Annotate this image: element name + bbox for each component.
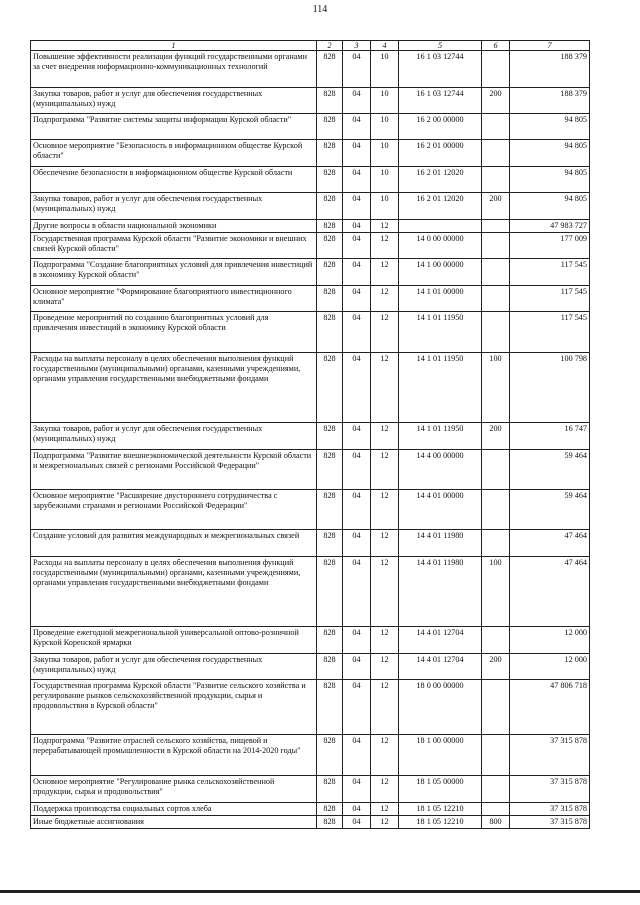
pr-code-cell: 12	[371, 259, 399, 286]
rz-code-cell: 04	[343, 803, 371, 816]
table-row	[31, 680, 590, 735]
item-name-cell: Создание условий для развития международных и межрегиональных связей	[31, 530, 317, 557]
rz-code-cell: 04	[343, 557, 371, 627]
csr-code-cell: 16 1 03 12744	[399, 88, 482, 114]
amount-cell: 47 464	[510, 530, 590, 557]
rz-code-cell: 04	[343, 114, 371, 140]
vr-code-cell	[482, 114, 510, 140]
csr-code-cell: 14 0 00 00000	[399, 233, 482, 259]
rz-code-cell: 04	[343, 193, 371, 220]
rz-code-cell: 04	[343, 654, 371, 680]
vr-code-cell	[482, 735, 510, 776]
csr-code-cell: 16 2 00 00000	[399, 114, 482, 140]
bottom-rule	[0, 890, 640, 893]
table-row	[31, 816, 590, 829]
item-name-cell: Подпрограмма "Создание благоприятных условий для привлечения инвестиций в экономику Курской области"	[31, 259, 317, 286]
table-row	[31, 735, 590, 776]
vr-code-cell: 200	[482, 193, 510, 220]
rz-code-cell: 04	[343, 286, 371, 312]
table-row	[31, 353, 590, 423]
rz-code-cell: 04	[343, 423, 371, 450]
pr-code-cell: 12	[371, 233, 399, 259]
rz-code-cell: 04	[343, 312, 371, 353]
rz-code-cell: 04	[343, 530, 371, 557]
amount-cell: 12 000	[510, 627, 590, 654]
vr-code-cell	[482, 220, 510, 233]
rz-code-cell: 04	[343, 680, 371, 735]
rz-code-cell: 04	[343, 776, 371, 803]
item-name-cell: Закупка товаров, работ и услуг для обеспечения государственных (муниципальных) нужд	[31, 654, 317, 680]
header-cell: 6	[482, 41, 510, 51]
pr-code-cell: 12	[371, 450, 399, 490]
gr-code-cell: 828	[317, 286, 343, 312]
item-name-cell: Повышение эффективности реализации функций государственными органами за счет внедрения информационно-коммуникационных технологий	[31, 51, 317, 88]
item-name-cell: Расходы на выплаты персоналу в целях обеспечения выполнения функций государственными (муниципальными) органами, казенными учреждениями, органами управления государственными внебюджетными фондами	[31, 557, 317, 627]
amount-cell: 37 315 878	[510, 816, 590, 829]
amount-cell: 47 464	[510, 557, 590, 627]
gr-code-cell: 828	[317, 114, 343, 140]
csr-code-cell: 14 4 00 00000	[399, 450, 482, 490]
rz-code-cell: 04	[343, 51, 371, 88]
amount-cell: 188 379	[510, 51, 590, 88]
gr-code-cell: 828	[317, 735, 343, 776]
vr-code-cell: 200	[482, 88, 510, 114]
item-name-cell: Закупка товаров, работ и услуг для обеспечения государственных (муниципальных) нужд	[31, 423, 317, 450]
pr-code-cell: 12	[371, 220, 399, 233]
table-row	[31, 193, 590, 220]
header-cell: 5	[399, 41, 482, 51]
gr-code-cell: 828	[317, 654, 343, 680]
item-name-cell: Основное мероприятие "Расширение двустороннего сотрудничества с зарубежными странами и регионами Российской Федерации"	[31, 490, 317, 530]
header-cell: 2	[317, 41, 343, 51]
pr-code-cell: 10	[371, 114, 399, 140]
amount-cell: 188 379	[510, 88, 590, 114]
rz-code-cell: 04	[343, 220, 371, 233]
table-row	[31, 312, 590, 353]
item-name-cell: Поддержка производства социальных сортов хлеба	[31, 803, 317, 816]
rz-code-cell: 04	[343, 450, 371, 490]
header-cell: 3	[343, 41, 371, 51]
amount-cell: 16 747	[510, 423, 590, 450]
amount-cell: 94 805	[510, 114, 590, 140]
csr-code-cell: 14 1 01 00000	[399, 286, 482, 312]
gr-code-cell: 828	[317, 680, 343, 735]
amount-cell: 100 798	[510, 353, 590, 423]
header-cell: 4	[371, 41, 399, 51]
amount-cell: 94 805	[510, 193, 590, 220]
item-name-cell: Подпрограмма "Развитие системы защиты информации Курской области"	[31, 114, 317, 140]
csr-code-cell	[399, 220, 482, 233]
header-row	[31, 41, 590, 51]
vr-code-cell: 800	[482, 816, 510, 829]
amount-cell: 59 464	[510, 450, 590, 490]
table-row	[31, 220, 590, 233]
pr-code-cell: 12	[371, 680, 399, 735]
gr-code-cell: 828	[317, 167, 343, 193]
item-name-cell: Подпрограмма "Развитие отраслей сельского хозяйства, пищевой и перерабатывающей промышленности в Курской области на 2014-2020 годы"	[31, 735, 317, 776]
amount-cell: 37 315 878	[510, 735, 590, 776]
vr-code-cell	[482, 627, 510, 654]
table-row	[31, 530, 590, 557]
table-row	[31, 423, 590, 450]
gr-code-cell: 828	[317, 220, 343, 233]
item-name-cell: Основное мероприятие "Формирование благоприятного инвестиционного климата"	[31, 286, 317, 312]
table-row	[31, 140, 590, 167]
pr-code-cell: 12	[371, 816, 399, 829]
rz-code-cell: 04	[343, 140, 371, 167]
amount-cell: 47 983 727	[510, 220, 590, 233]
rz-code-cell: 04	[343, 627, 371, 654]
gr-code-cell: 828	[317, 530, 343, 557]
csr-code-cell: 14 4 01 12704	[399, 627, 482, 654]
pr-code-cell: 12	[371, 312, 399, 353]
item-name-cell: Закупка товаров, работ и услуг для обеспечения государственных (муниципальных) нужд	[31, 88, 317, 114]
csr-code-cell: 14 1 01 11950	[399, 353, 482, 423]
vr-code-cell	[482, 450, 510, 490]
rz-code-cell: 04	[343, 816, 371, 829]
header-cell: 1	[31, 41, 317, 51]
gr-code-cell: 828	[317, 816, 343, 829]
csr-code-cell: 14 4 01 12704	[399, 654, 482, 680]
vr-code-cell	[482, 51, 510, 88]
amount-cell: 94 805	[510, 140, 590, 167]
vr-code-cell	[482, 167, 510, 193]
rz-code-cell: 04	[343, 735, 371, 776]
csr-code-cell: 14 1 01 11950	[399, 423, 482, 450]
vr-code-cell	[482, 312, 510, 353]
table-row	[31, 450, 590, 490]
amount-cell: 177 009	[510, 233, 590, 259]
rz-code-cell: 04	[343, 167, 371, 193]
pr-code-cell: 12	[371, 557, 399, 627]
vr-code-cell	[482, 776, 510, 803]
pr-code-cell: 10	[371, 167, 399, 193]
amount-cell: 94 805	[510, 167, 590, 193]
gr-code-cell: 828	[317, 557, 343, 627]
vr-code-cell: 200	[482, 423, 510, 450]
item-name-cell: Подпрограмма "Развитие внешнеэкономической деятельности Курской области и межрегиональных связей с регионами Российской Федерации"	[31, 450, 317, 490]
amount-cell: 37 315 878	[510, 776, 590, 803]
gr-code-cell: 828	[317, 450, 343, 490]
csr-code-cell: 16 2 01 00000	[399, 140, 482, 167]
amount-cell: 117 545	[510, 286, 590, 312]
vr-code-cell	[482, 803, 510, 816]
gr-code-cell: 828	[317, 423, 343, 450]
header-cell: 7	[510, 41, 590, 51]
pr-code-cell: 12	[371, 353, 399, 423]
gr-code-cell: 828	[317, 312, 343, 353]
vr-code-cell: 100	[482, 353, 510, 423]
gr-code-cell: 828	[317, 259, 343, 286]
rz-code-cell: 04	[343, 88, 371, 114]
csr-code-cell: 14 1 01 11950	[399, 312, 482, 353]
vr-code-cell	[482, 286, 510, 312]
table-row	[31, 286, 590, 312]
vr-code-cell: 200	[482, 654, 510, 680]
item-name-cell: Закупка товаров, работ и услуг для обеспечения государственных (муниципальных) нужд	[31, 193, 317, 220]
amount-cell: 37 315 878	[510, 803, 590, 816]
table-row	[31, 557, 590, 627]
item-name-cell: Расходы на выплаты персоналу в целях обеспечения выполнения функций государственными (муниципальными) органами, казенными учреждениями, органами управления государственными внебюджетными фондами	[31, 353, 317, 423]
csr-code-cell: 16 2 01 12020	[399, 193, 482, 220]
csr-code-cell: 18 1 05 12210	[399, 803, 482, 816]
table-row	[31, 627, 590, 654]
pr-code-cell: 10	[371, 88, 399, 114]
amount-cell: 12 000	[510, 654, 590, 680]
pr-code-cell: 12	[371, 423, 399, 450]
gr-code-cell: 828	[317, 803, 343, 816]
amount-cell: 117 545	[510, 259, 590, 286]
pr-code-cell: 12	[371, 286, 399, 312]
gr-code-cell: 828	[317, 627, 343, 654]
csr-code-cell: 14 1 00 00000	[399, 259, 482, 286]
rz-code-cell: 04	[343, 490, 371, 530]
csr-code-cell: 18 1 00 00000	[399, 735, 482, 776]
rz-code-cell: 04	[343, 259, 371, 286]
table-row	[31, 803, 590, 816]
item-name-cell: Основное мероприятие "Регулирование рынка сельскохозяйственной продукции, сырья и продовольствия"	[31, 776, 317, 803]
vr-code-cell: 100	[482, 557, 510, 627]
pr-code-cell: 12	[371, 735, 399, 776]
pr-code-cell: 12	[371, 654, 399, 680]
table-row	[31, 233, 590, 259]
vr-code-cell	[482, 233, 510, 259]
pr-code-cell: 12	[371, 490, 399, 530]
csr-code-cell: 16 1 03 12744	[399, 51, 482, 88]
gr-code-cell: 828	[317, 353, 343, 423]
item-name-cell: Другие вопросы в области национальной экономики	[31, 220, 317, 233]
gr-code-cell: 828	[317, 193, 343, 220]
rz-code-cell: 04	[343, 233, 371, 259]
gr-code-cell: 828	[317, 233, 343, 259]
pr-code-cell: 10	[371, 51, 399, 88]
item-name-cell: Проведение мероприятий по созданию благоприятных условий для привлечения инвестиций в экономику Курской области	[31, 312, 317, 353]
item-name-cell: Иные бюджетные ассигнования	[31, 816, 317, 829]
amount-cell: 59 464	[510, 490, 590, 530]
vr-code-cell	[482, 530, 510, 557]
rz-code-cell: 04	[343, 353, 371, 423]
table-row	[31, 51, 590, 88]
csr-code-cell: 18 0 00 00000	[399, 680, 482, 735]
table-row	[31, 114, 590, 140]
pr-code-cell: 12	[371, 530, 399, 557]
csr-code-cell: 14 4 01 00000	[399, 490, 482, 530]
pr-code-cell: 12	[371, 627, 399, 654]
csr-code-cell: 14 4 01 11980	[399, 530, 482, 557]
item-name-cell: Государственная программа Курской области "Развитие сельского хозяйства и регулирование рынков сельскохозяйственной продукции, сырья и продовольствия в Курской области"	[31, 680, 317, 735]
pr-code-cell: 10	[371, 140, 399, 167]
vr-code-cell	[482, 490, 510, 530]
vr-code-cell	[482, 140, 510, 167]
table-row	[31, 167, 590, 193]
item-name-cell: Обеспечение безопасности в информационном обществе Курской области	[31, 167, 317, 193]
page-number: 114	[312, 4, 328, 15]
table-row	[31, 654, 590, 680]
gr-code-cell: 828	[317, 776, 343, 803]
csr-code-cell: 14 4 01 11980	[399, 557, 482, 627]
gr-code-cell: 828	[317, 140, 343, 167]
table-row	[31, 88, 590, 114]
amount-cell: 117 545	[510, 312, 590, 353]
vr-code-cell	[482, 259, 510, 286]
table-row	[31, 776, 590, 803]
item-name-cell: Проведение ежегодной межрегиональной универсальной оптово-розничной Курской Коренской ярмарки	[31, 627, 317, 654]
table-row	[31, 490, 590, 530]
pr-code-cell: 10	[371, 193, 399, 220]
item-name-cell: Государственная программа Курской области "Развитие экономики и внешних связей Курской области"	[31, 233, 317, 259]
csr-code-cell: 16 2 01 12020	[399, 167, 482, 193]
csr-code-cell: 18 1 05 00000	[399, 776, 482, 803]
pr-code-cell: 12	[371, 803, 399, 816]
gr-code-cell: 828	[317, 51, 343, 88]
table-row	[31, 259, 590, 286]
vr-code-cell	[482, 680, 510, 735]
amount-cell: 47 806 718	[510, 680, 590, 735]
gr-code-cell: 828	[317, 490, 343, 530]
pr-code-cell: 12	[371, 776, 399, 803]
csr-code-cell: 18 1 05 12210	[399, 816, 482, 829]
budget-table	[30, 40, 590, 829]
item-name-cell: Основное мероприятие "Безопасность в информационном обществе Курской области"	[31, 140, 317, 167]
gr-code-cell: 828	[317, 88, 343, 114]
